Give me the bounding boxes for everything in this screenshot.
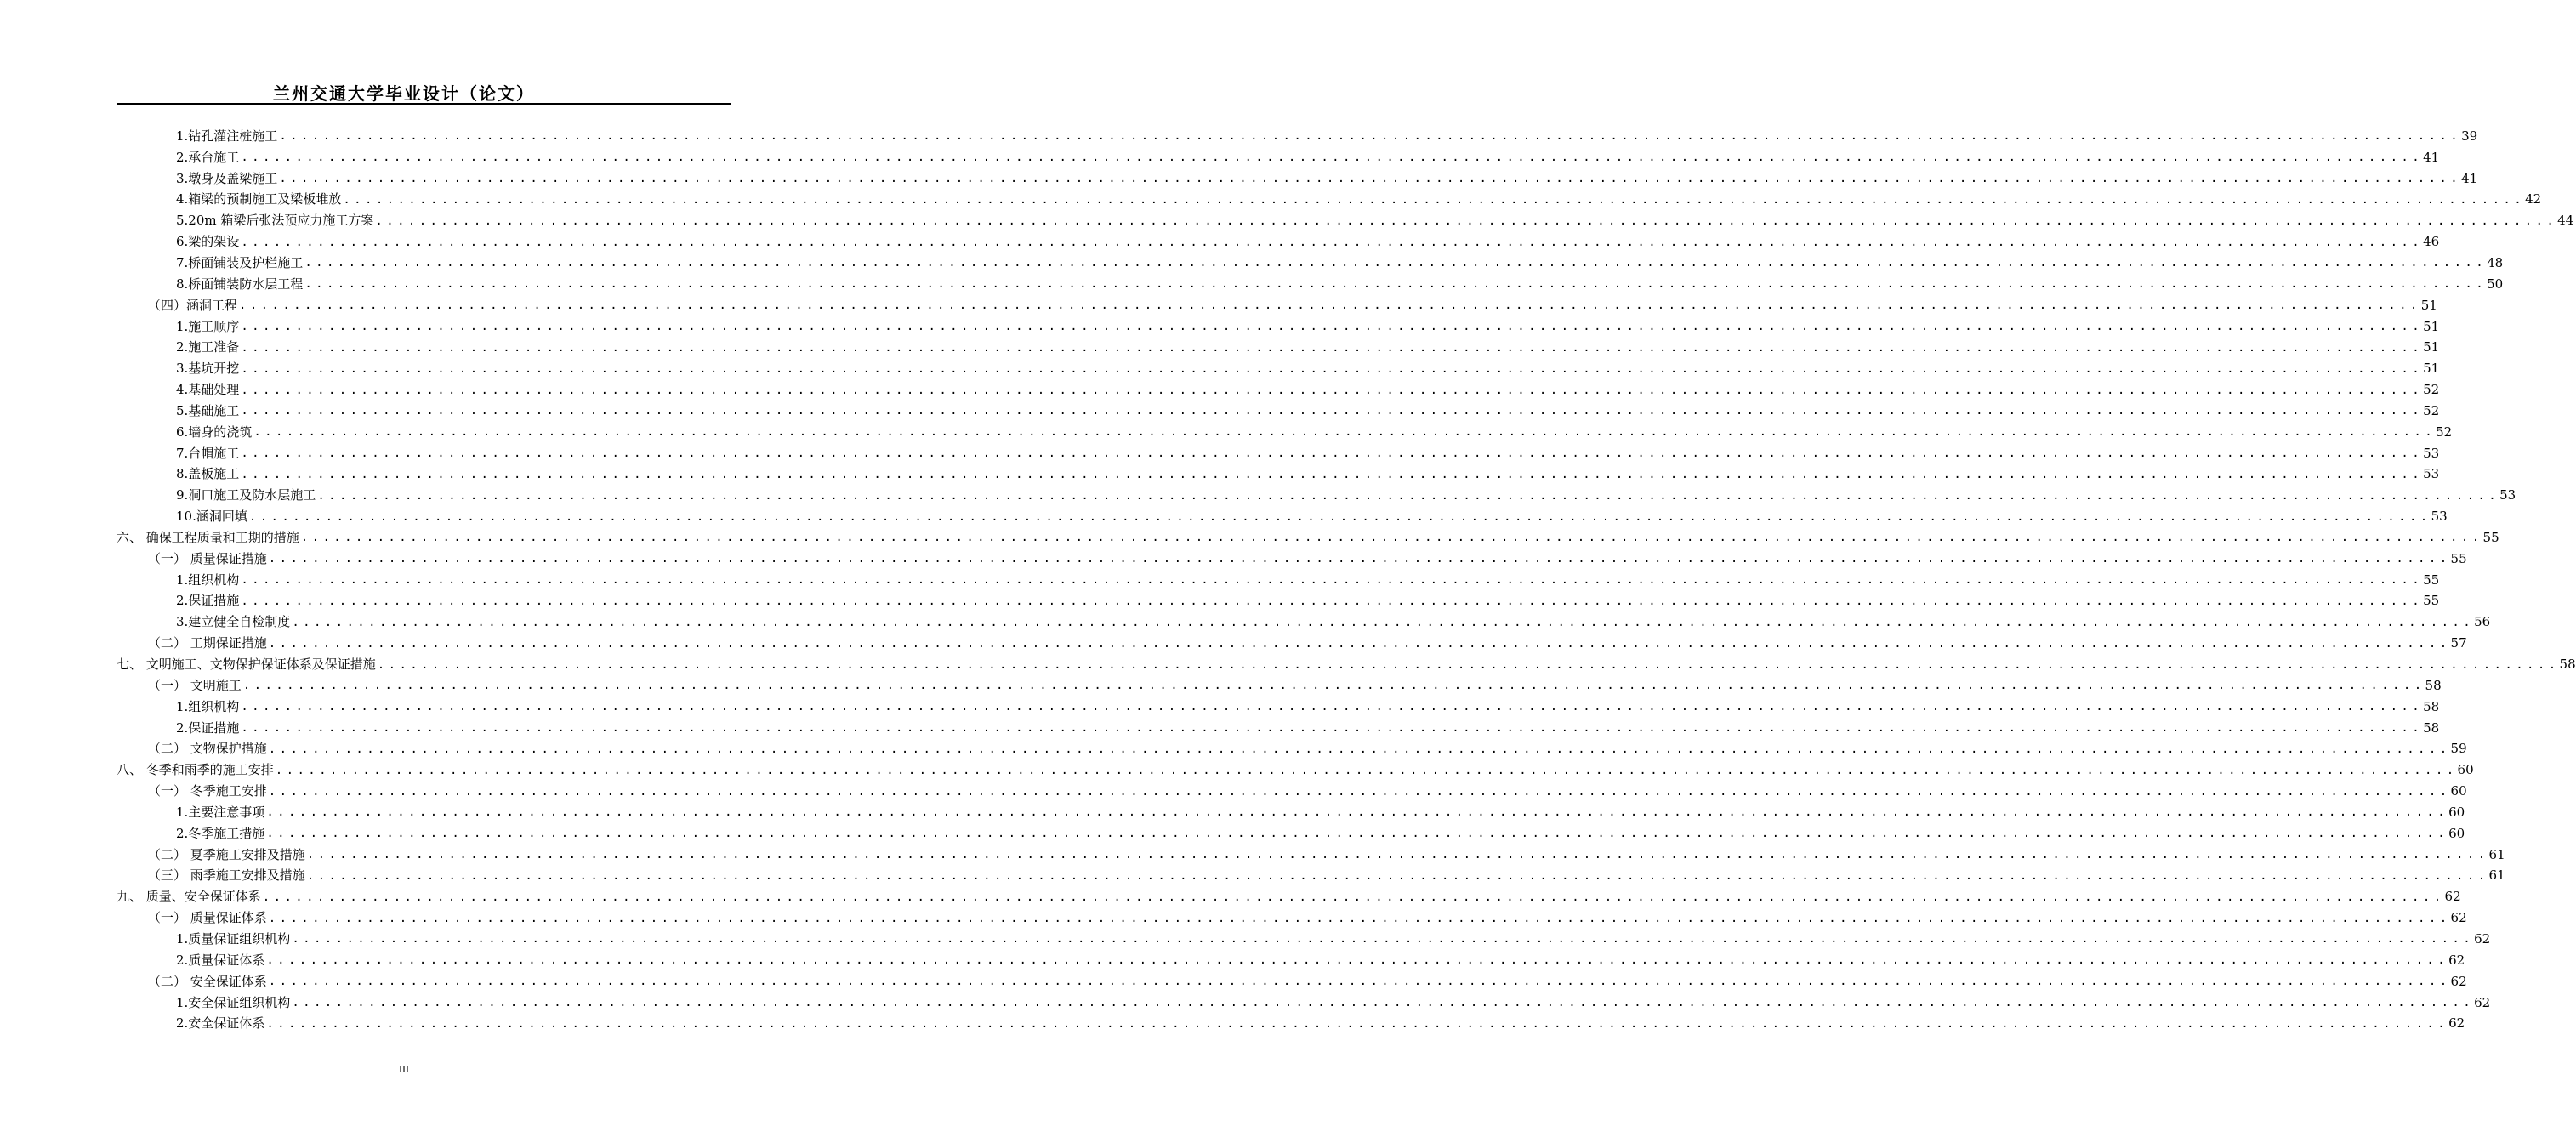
toc-entry-title: 5.20m 箱梁后张法预应力施工方案 <box>176 213 374 229</box>
toc-dot-leader: ........................................................................................................................................................................................................ <box>241 320 2424 334</box>
toc-entry[interactable] <box>0 231 2440 253</box>
toc-entry-title: 1.施工顺序 <box>176 318 240 334</box>
toc-dot-leader: ........................................................................................................................................................................................................ <box>292 932 2475 947</box>
toc-entry[interactable] <box>0 802 2465 823</box>
toc-entry-page: 51 <box>2423 339 2440 355</box>
toc-entry[interactable] <box>0 971 2467 992</box>
toc-entry[interactable] <box>0 570 2440 591</box>
toc-entry-title: （一） 质量保证体系 <box>148 910 267 926</box>
toc-entry-page: 58 <box>2425 677 2442 693</box>
toc-entry-page: 62 <box>2450 910 2467 926</box>
toc-entry[interactable] <box>0 929 2491 950</box>
toc-dot-leader: ........................................................................................................................................................................................................ <box>317 488 2500 503</box>
toc-entry-page: 61 <box>2488 846 2505 862</box>
toc-entry[interactable] <box>0 738 2467 759</box>
toc-entry-page: 51 <box>2423 318 2440 334</box>
toc-dot-leader: ........................................................................................................................................................................................................ <box>241 594 2424 608</box>
toc-entry-page: 41 <box>2461 170 2478 186</box>
toc-entry-title: （一） 冬季施工安排 <box>148 783 267 799</box>
toc-entry-title: 1.主要注意事项 <box>176 804 265 820</box>
toc-dot-leader: ........................................................................................................................................................................................................ <box>241 361 2424 376</box>
toc-entry-page: 62 <box>2448 1015 2465 1032</box>
toc-entry-page: 62 <box>2444 889 2461 905</box>
toc-dot-leader: ........................................................................................................................................................................................................ <box>253 425 2437 440</box>
toc-entry[interactable] <box>0 1013 2465 1034</box>
toc-dot-leader: ........................................................................................................................................................................................................ <box>241 151 2424 165</box>
toc-entry-title: （四）涵洞工程 <box>148 297 238 313</box>
toc-entry[interactable] <box>0 147 2440 168</box>
toc-entry[interactable] <box>0 992 2491 1014</box>
toc-entry[interactable] <box>0 866 2505 887</box>
toc-entry-title: 6.梁的架设 <box>176 234 240 250</box>
toc-entry-title: 2.质量保证体系 <box>176 952 265 968</box>
toc-dot-leader: ........................................................................................................................................................................................................ <box>241 721 2424 736</box>
toc-entry[interactable] <box>0 527 2499 549</box>
toc-dot-leader: ........................................................................................................................................................................................................ <box>275 763 2458 777</box>
toc-entry-title: 2.保证措施 <box>176 719 240 736</box>
toc-entry[interactable] <box>0 549 2467 570</box>
toc-entry-title: 八、 冬季和雨季的施工安排 <box>117 762 274 778</box>
toc-entry-title: 4.基础处理 <box>176 382 240 398</box>
toc-dot-leader: ........................................................................................................................................................................................................ <box>306 868 2489 883</box>
toc-entry[interactable] <box>0 485 2516 506</box>
toc-dot-leader: ........................................................................................................................................................................................................ <box>292 615 2475 629</box>
toc-entry-title: （一） 文明施工 <box>148 677 242 693</box>
toc-entry[interactable] <box>0 907 2467 929</box>
toc-entry-title: 七、 文明施工、文物保护保证体系及保证措施 <box>117 657 376 673</box>
toc-entry-title: （二） 安全保证体系 <box>148 973 267 989</box>
toc-entry[interactable] <box>0 844 2505 866</box>
toc-entry-page: 62 <box>2448 952 2465 968</box>
toc-entry-page: 44 <box>2557 213 2574 229</box>
toc-dot-leader: ........................................................................................................................................................................................................ <box>377 657 2560 672</box>
toc-entry[interactable] <box>0 253 2504 274</box>
toc-entry-page: 61 <box>2488 867 2505 884</box>
toc-entry-page: 57 <box>2450 635 2467 651</box>
toc-entry[interactable] <box>0 675 2442 697</box>
toc-entry[interactable] <box>0 823 2465 844</box>
toc-entry[interactable] <box>0 611 2491 633</box>
toc-dot-leader: ........................................................................................................................................................................................................ <box>266 1016 2449 1031</box>
header-divider <box>117 103 731 105</box>
toc-entry[interactable] <box>0 718 2440 739</box>
toc-dot-leader: ........................................................................................................................................................................................................ <box>268 552 2451 566</box>
toc-entry-page: 53 <box>2423 445 2440 461</box>
toc-entry-title: （二） 文物保护措施 <box>148 741 267 757</box>
toc-dot-leader: ........................................................................................................................................................................................................ <box>292 996 2475 1010</box>
table-of-contents <box>0 126 2576 1034</box>
toc-dot-leader: ........................................................................................................................................................................................................ <box>266 953 2449 968</box>
toc-entry[interactable] <box>0 781 2467 802</box>
toc-dot-leader: ........................................................................................................................................................................................................ <box>241 573 2424 588</box>
toc-entry[interactable] <box>0 210 2574 231</box>
toc-entry-title: 7.桥面铺装及护栏施工 <box>176 254 304 270</box>
toc-entry-title: （一） 质量保证措施 <box>148 550 267 566</box>
toc-entry-page: 60 <box>2457 762 2474 778</box>
toc-entry-page: 50 <box>2487 276 2504 292</box>
toc-entry-title: 1.组织机构 <box>176 572 240 588</box>
toc-dot-leader: ........................................................................................................................................................................................................ <box>268 975 2451 989</box>
toc-entry-page: 53 <box>2431 509 2448 525</box>
toc-entry[interactable] <box>0 591 2440 612</box>
toc-entry[interactable] <box>0 950 2465 971</box>
toc-entry-page: 41 <box>2423 149 2440 165</box>
toc-dot-leader: ........................................................................................................................................................................................................ <box>268 911 2451 925</box>
toc-entry[interactable] <box>0 633 2467 654</box>
toc-dot-leader: ........................................................................................................................................................................................................ <box>266 827 2449 841</box>
toc-dot-leader: ........................................................................................................................................................................................................ <box>239 299 2421 313</box>
toc-entry[interactable] <box>0 401 2440 422</box>
toc-entry-page: 51 <box>2420 297 2437 313</box>
page-header-title: 兰州交通大学毕业设计（论文） <box>273 83 535 104</box>
toc-dot-leader: ........................................................................................................................................................................................................ <box>241 383 2424 397</box>
toc-entry[interactable] <box>0 759 2474 781</box>
toc-dot-leader: ........................................................................................................................................................................................................ <box>242 679 2425 693</box>
toc-entry-title: 2.施工准备 <box>176 339 240 355</box>
toc-entry[interactable] <box>0 379 2440 401</box>
toc-dot-leader: ........................................................................................................................................................................................................ <box>306 848 2489 862</box>
toc-entry-page: 58 <box>2423 698 2440 714</box>
toc-entry-page: 60 <box>2450 783 2467 799</box>
toc-entry-page: 53 <box>2499 487 2516 503</box>
toc-entry-page: 62 <box>2450 973 2467 989</box>
toc-entry-title: 7.台帽施工 <box>176 445 240 461</box>
toc-entry-title: 1.安全保证组织机构 <box>176 994 291 1010</box>
toc-entry-page: 56 <box>2474 614 2491 630</box>
toc-dot-leader: ........................................................................................................................................................................................................ <box>300 531 2483 545</box>
toc-entry-title: 1.钻孔灌注桩施工 <box>176 128 278 144</box>
toc-dot-leader: ........................................................................................................................................................................................................ <box>279 129 2462 144</box>
toc-dot-leader: ........................................................................................................................................................................................................ <box>241 446 2424 461</box>
toc-entry-title: 6.墙身的浇筑 <box>176 424 253 440</box>
toc-entry-page: 55 <box>2450 550 2467 566</box>
toc-entry-title: 8.桥面铺装防水层工程 <box>176 276 304 292</box>
toc-entry-page: 39 <box>2461 128 2478 144</box>
toc-entry-title: 1.组织机构 <box>176 698 240 714</box>
toc-entry-page: 51 <box>2423 361 2440 377</box>
toc-entry[interactable] <box>0 316 2440 338</box>
toc-entry[interactable] <box>0 654 2576 675</box>
toc-dot-leader: ........................................................................................................................................................................................................ <box>304 256 2488 270</box>
toc-entry[interactable] <box>0 168 2478 190</box>
toc-entry-page: 48 <box>2487 254 2504 270</box>
toc-entry[interactable] <box>0 274 2504 295</box>
toc-entry-page: 59 <box>2450 741 2467 757</box>
toc-dot-leader: ........................................................................................................................................................................................................ <box>241 404 2424 418</box>
toc-dot-leader: ........................................................................................................................................................................................................ <box>241 467 2424 481</box>
toc-entry[interactable] <box>0 422 2453 443</box>
toc-entry[interactable] <box>0 295 2437 316</box>
toc-entry-page: 52 <box>2436 424 2453 440</box>
toc-entry-title: 3.墩身及盖梁施工 <box>176 170 278 186</box>
toc-entry[interactable] <box>0 886 2461 907</box>
page-number: III <box>399 1063 409 1075</box>
toc-entry-title: 1.质量保证组织机构 <box>176 930 291 947</box>
toc-dot-leader: ........................................................................................................................................................................................................ <box>266 805 2449 820</box>
toc-entry-title: 4.箱梁的预制施工及梁板堆放 <box>176 191 342 208</box>
toc-entry-title: （三） 雨季施工安排及措施 <box>148 867 305 884</box>
toc-entry-title: 2.承台施工 <box>176 149 240 165</box>
toc-dot-leader: ........................................................................................................................................................................................................ <box>262 890 2445 904</box>
toc-entry-page: 60 <box>2448 825 2465 841</box>
toc-dot-leader: ........................................................................................................................................................................................................ <box>268 784 2451 799</box>
toc-entry-title: 9.洞口施工及防水层施工 <box>176 487 316 503</box>
toc-entry-title: 2.冬季施工措施 <box>176 825 265 841</box>
toc-entry-title: （二） 夏季施工安排及措施 <box>148 846 305 862</box>
toc-entry-title: 3.基坑开挖 <box>176 361 240 377</box>
toc-entry-page: 62 <box>2474 994 2491 1010</box>
toc-entry-title: 3.建立健全自检制度 <box>176 614 291 630</box>
toc-dot-leader: ........................................................................................................................................................................................................ <box>343 192 2526 207</box>
toc-entry[interactable] <box>0 464 2440 486</box>
toc-dot-leader: ........................................................................................................................................................................................................ <box>279 172 2462 186</box>
toc-entry-title: 六、 确保工程质量和工期的措施 <box>117 529 299 545</box>
toc-entry[interactable] <box>0 443 2440 464</box>
toc-entry[interactable] <box>0 358 2440 379</box>
toc-entry-page: 42 <box>2525 191 2542 208</box>
toc-entry-page: 46 <box>2423 234 2440 250</box>
toc-entry-title: 2.保证措施 <box>176 593 240 609</box>
toc-entry[interactable] <box>0 126 2478 147</box>
toc-entry-page: 58 <box>2423 719 2440 736</box>
toc-entry-title: （二） 工期保证措施 <box>148 635 267 651</box>
toc-dot-leader: ........................................................................................................................................................................................................ <box>304 277 2488 292</box>
toc-entry-page: 55 <box>2423 572 2440 588</box>
toc-entry[interactable] <box>0 506 2448 527</box>
toc-dot-leader: ........................................................................................................................................................................................................ <box>241 340 2424 355</box>
toc-entry-page: 60 <box>2448 804 2465 820</box>
toc-entry-page: 58 <box>2559 657 2576 673</box>
toc-entry-title: 8.盖板施工 <box>176 466 240 482</box>
toc-entry-title: 5.基础施工 <box>176 402 240 418</box>
toc-entry-title: 10.涵洞回填 <box>176 509 247 525</box>
toc-dot-leader: ........................................................................................................................................................................................................ <box>241 235 2424 249</box>
toc-dot-leader: ........................................................................................................................................................................................................ <box>268 636 2451 651</box>
toc-entry-page: 52 <box>2423 402 2440 418</box>
toc-entry-page: 52 <box>2423 382 2440 398</box>
toc-entry-title: 2.安全保证体系 <box>176 1015 265 1032</box>
toc-dot-leader: ........................................................................................................................................................................................................ <box>241 700 2424 714</box>
toc-entry-page: 62 <box>2474 930 2491 947</box>
toc-entry[interactable] <box>0 697 2440 718</box>
toc-entry-page: 55 <box>2423 593 2440 609</box>
toc-dot-leader: ........................................................................................................................................................................................................ <box>248 509 2431 524</box>
toc-dot-leader: ........................................................................................................................................................................................................ <box>375 213 2558 228</box>
toc-entry[interactable] <box>0 190 2542 211</box>
toc-entry-title: 九、 质量、安全保证体系 <box>117 889 261 905</box>
toc-entry[interactable] <box>0 337 2440 358</box>
toc-entry-page: 55 <box>2482 529 2499 545</box>
toc-entry-page: 53 <box>2423 466 2440 482</box>
toc-dot-leader: ........................................................................................................................................................................................................ <box>268 742 2451 756</box>
